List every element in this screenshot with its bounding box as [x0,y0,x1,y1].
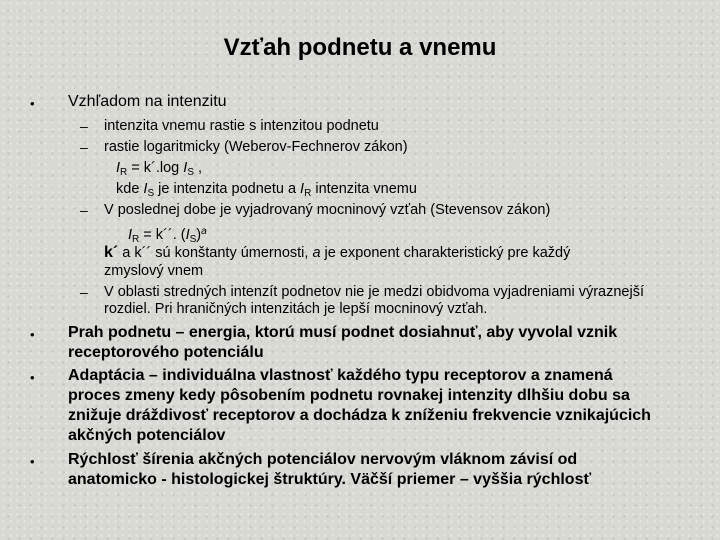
sub-item-comparison: V oblasti stredných intenzít podnetov nie je medzi obidvoma vyjadreniami výraznejší rozdiel. Pri hraničných intenzitách je lepší mocninový vzťah. [104,284,644,317]
bullet-adaptation: Adaptácia – individuálna vlastnosť každého typu receptorov a znamená proces zmeny kedy pôsobením podnetu rovnakej intenzity dlhšiu dobu sa znižuje dráždivosť receptorov a dochádza k zníženiu frekvencie vznikajúcich akčných potenciálov [68,367,651,444]
bullet-intensity: Vzhľadom na intenzitu [68,93,227,110]
constants-note: k´ a k´´ sú konštanty úmernosti, a je exponent charakteristický pre každý [104,244,571,261]
dash-marker: – [80,118,88,134]
weber-fechner-formula: $I_R$ = k´.log $I_S$ , [116,160,203,178]
bullet-conduction-speed: Rýchlosť šírenia akčných potenciálov nervovým vláknom závisí od anatomicko - histologickej štruktúry. Väčší priemer – vyššia rýchlosť [68,451,592,488]
formula-note: kde $I_S$ je intenzita podnetu a $I_R$ intenzita vnemu [116,181,417,199]
constants-note-cont: zmyslový vnem [104,263,204,279]
slide-title: Vzťah podnetu a vnemu [223,34,497,61]
dash-marker: – [80,202,88,218]
bullet-threshold: Prah podnetu – energia, ktorú musí podnet dosiahnuť, aby vyvolal vznik receptorového potenciálu [68,324,618,361]
sub-item-intensity: intenzita vnemu rastie s intenzitou podnetu [104,118,379,134]
bullet-marker: • [30,327,35,342]
sub-item-stevens: V poslednej dobe je vyjadrovaný mocninový vzťah (Stevensov zákon) [104,202,551,218]
sub-item-logarithmic: rastie logaritmicky (Weberov-Fechnerov zákon) [104,139,408,155]
bullet-marker: • [30,454,35,469]
stevens-formula: $I_R$ = k´´. $(I_S)^a$ [128,226,207,245]
bullet-marker: • [30,96,35,111]
dash-marker: – [80,284,88,300]
dash-marker: – [80,139,88,155]
bullet-marker: • [30,370,35,385]
